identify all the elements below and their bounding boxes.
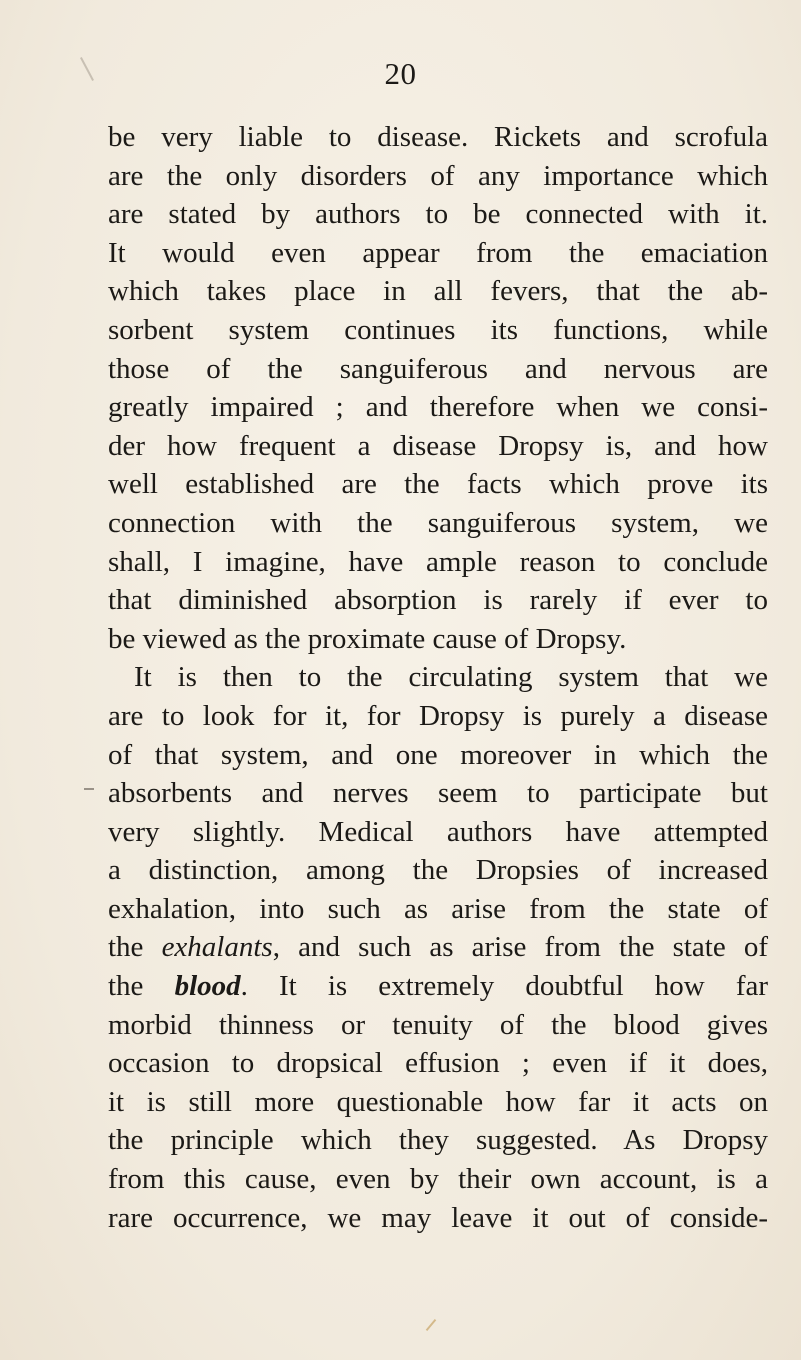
- text-line: sorbent system continues its functions, while: [108, 313, 768, 346]
- text-line: be very liable to disease. Rickets and scrofula: [108, 121, 768, 153]
- text-line: very slightly. Medical authors have attempted: [108, 815, 768, 848]
- text-line: absorbents and nerves seem to participate but: [108, 777, 768, 810]
- text-line: that diminished absorption is rarely if ever to: [108, 584, 768, 617]
- text-line: occasion to dropsical effusion ; even if it does,: [108, 1047, 768, 1080]
- text-line: are to look for it, for Dropsy is purely a disease: [108, 699, 768, 732]
- text-line: morbid thinness or tenuity of the blood gives: [108, 1008, 768, 1041]
- italic-term: blood: [174, 970, 241, 1003]
- text-line: it is still more questionable how far it acts on: [108, 1085, 768, 1118]
- text-line: rare occurrence, we may leave it out of conside-: [108, 1201, 768, 1234]
- margin-dash: [84, 788, 94, 790]
- text-line: are the only disorders of any importance which: [108, 159, 768, 192]
- italic-term: exhalants: [161, 931, 273, 964]
- text-run: the: [108, 970, 175, 1003]
- text-line: be viewed as the proximate cause of Dropsy.: [108, 622, 627, 655]
- text-line: It is then to the circulating system that we: [134, 661, 768, 694]
- text-line: [108, 928, 768, 967]
- text-run: the: [108, 931, 162, 964]
- text-line: It would even appear from the emaciation: [108, 236, 768, 269]
- text-line: [108, 967, 768, 1006]
- text-run: , and such as arise from the state of: [272, 931, 768, 964]
- body-text: [108, 118, 768, 1237]
- text-line: shall, I imagine, have ample reason to conclude: [108, 545, 768, 578]
- page-number: 20: [384, 56, 417, 91]
- text-line: the principle which they suggested. As Dropsy: [108, 1124, 768, 1157]
- text-line: those of the sanguiferous and nervous are: [108, 352, 768, 385]
- text-line: of that system, and one moreover in which the: [108, 738, 768, 771]
- paper-mark: [426, 1319, 437, 1331]
- text-line: exhalation, into such as arise from the state of: [108, 892, 768, 925]
- text-line: greatly impaired ; and therefore when we consi-: [108, 391, 768, 424]
- text-line: from this cause, even by their own account, is a: [108, 1163, 768, 1196]
- text-run: . It is extremely doubtful how far: [240, 970, 768, 1003]
- text-line: are stated by authors to be connected with it.: [108, 198, 768, 231]
- text-line: a distinction, among the Dropsies of increased: [108, 854, 768, 887]
- text-line: connection with the sanguiferous system, we: [108, 506, 768, 539]
- text-line: der how frequent a disease Dropsy is, and how: [108, 429, 768, 462]
- text-line: well established are the facts which prove its: [108, 468, 768, 501]
- text-line: which takes place in all fevers, that the ab-: [108, 275, 768, 308]
